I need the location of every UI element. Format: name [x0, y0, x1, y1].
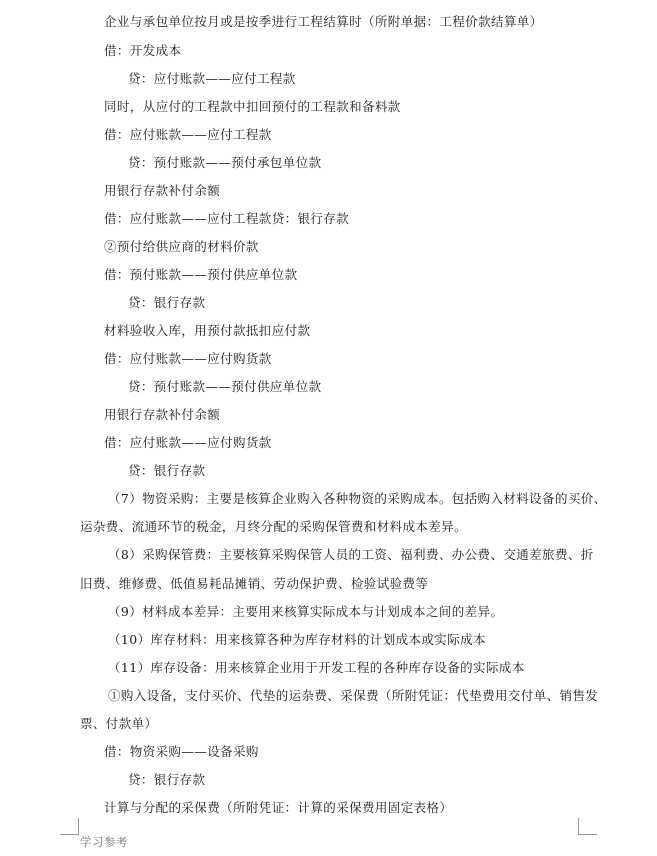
text-line: 贷：银行存款 [128, 295, 206, 310]
text-line: 用银行存款补付余额 [104, 183, 221, 198]
text-line: 票、付款单） [80, 716, 158, 731]
text-line: 贷：预付账款——预付供应单位款 [128, 379, 322, 394]
text-line: 贷：应付账款——应付工程款 [128, 71, 296, 86]
text-line: （8）采购保管费：主要核算采购保管人员的工资、福利费、办公费、交通差旅费、折 [108, 547, 594, 562]
text-line: 借：预付账款——预付供应单位款 [104, 267, 298, 282]
text-line: 贷：银行存款 [128, 463, 206, 478]
text-line: （9）材料成本差异：主要用来核算实际成本与计划成本之间的差异。 [108, 604, 504, 619]
text-line: 借：应付账款——应付工程款 [104, 127, 272, 142]
text-line: 企业与承包单位按月或是按季进行工程结算时（所附单据：工程价款结算单） [104, 14, 543, 29]
text-line: 同时，从应付的工程款中扣回预付的工程款和备料款 [104, 99, 401, 114]
text-line: 借：应付账款——应付购货款 [104, 351, 272, 366]
top-fragment [128, 0, 154, 6]
text-line: 用银行存款补付余额 [104, 407, 221, 422]
text-line: 借：应付账款——应付购货款 [104, 435, 272, 450]
text-line: 运杂费、流通环节的税金，月终分配的采购保管费和材料成本差异。 [80, 519, 468, 534]
text-line: 材料验收入库，用预付款抵扣应付款 [104, 323, 311, 338]
text-line: ②预付给供应商的材料价款 [104, 239, 259, 254]
text-line: 旧费、维修费、低值易耗品摊销、劳动保护费、检验试验费等 [80, 576, 429, 591]
page-corner-mark-left [60, 818, 79, 835]
page-corner-mark-right [578, 818, 597, 835]
text-line: （7）物资采购：主要是核算企业购入各种物资的采购成本。包括购入材料设备的买价、 [108, 491, 607, 506]
text-line: 借：物资采购——设备采购 [104, 744, 259, 759]
text-line: 借：开发成本 [104, 43, 182, 58]
text-line: ①购入设备，支付买价、代垫的运杂费、采保费（所附凭证：代垫费用交付单、销售发 [108, 688, 599, 703]
page-footer: 学习参考 [80, 835, 128, 849]
text-line: 贷：银行存款 [128, 772, 206, 787]
text-line: 借：应付账款——应付工程款贷：银行存款 [104, 211, 350, 226]
text-line: （11）库存设备：用来核算企业用于开发工程的各种库存设备的实际成本 [108, 660, 525, 675]
text-line: 计算与分配的采保费（所附凭证：计算的采保费用固定表格） [104, 800, 453, 815]
text-line: （10）库存材料：用来核算各种为库存材料的计划成本或实际成本 [108, 632, 486, 647]
text-line: 贷：预付账款——预付承包单位款 [128, 155, 322, 170]
